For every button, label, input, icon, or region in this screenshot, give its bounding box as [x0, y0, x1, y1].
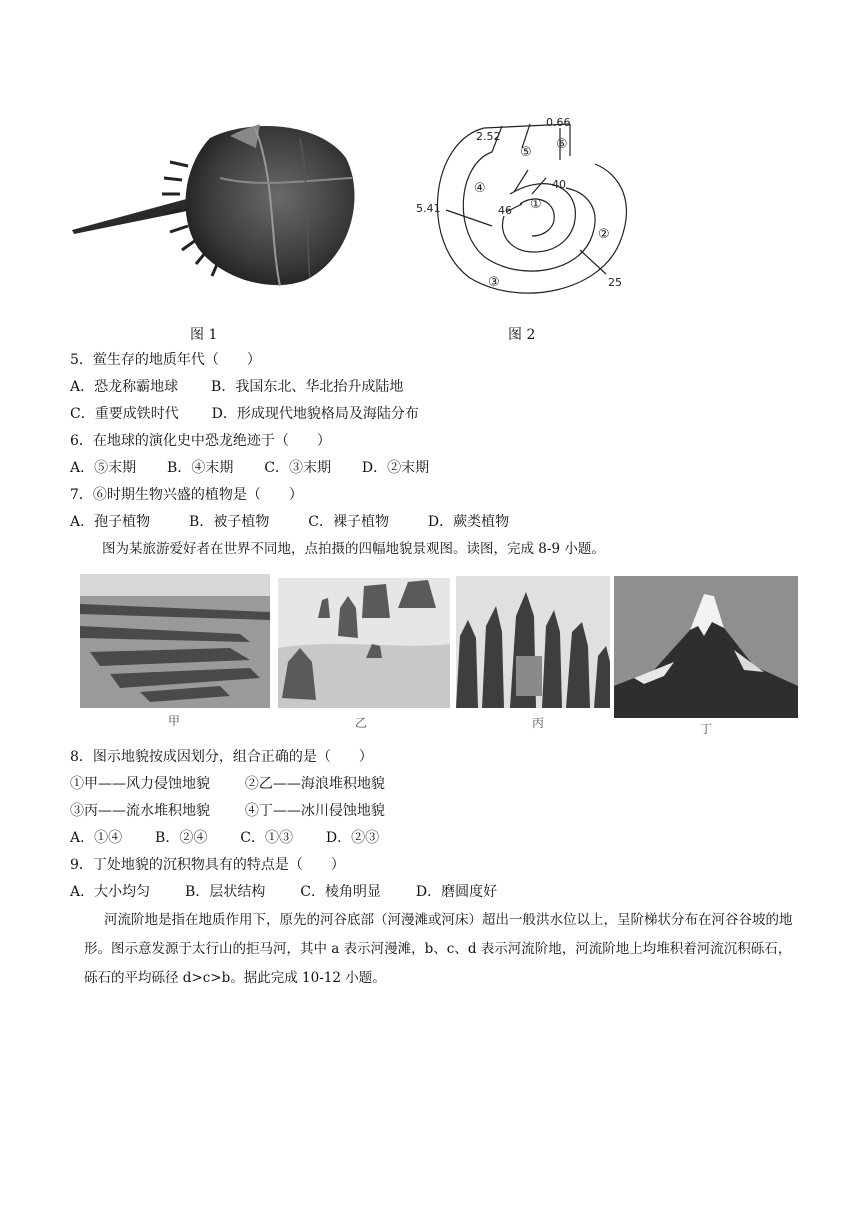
option: B．被子植物 [189, 514, 270, 530]
photo-yi-sea-stacks [278, 578, 450, 708]
figure-1-caption: 图 1 [190, 327, 218, 343]
question-8-items-1 [70, 774, 385, 794]
spiral-number-1: 0.66 [546, 116, 571, 129]
statement: ②乙——海浪堆积地貌 [244, 776, 385, 792]
statement: ①甲——风力侵蚀地貌 [70, 776, 210, 792]
question-5-stem: 5．鲎生存的地质年代（ ） [70, 352, 261, 368]
era-label-4: ④ [474, 181, 486, 196]
question-6-options [70, 458, 429, 478]
era-label-2: ② [598, 227, 610, 242]
option: A．恐龙称霸地球 [70, 379, 179, 395]
era-label-5: ⑤ [520, 145, 532, 160]
option: B．我国东北、华北抬升成陆地 [211, 379, 404, 395]
option: D．蕨类植物 [427, 514, 510, 530]
option: D．②③ [325, 830, 380, 846]
option: A．①④ [70, 830, 123, 846]
option: D．磨圆度好 [415, 884, 498, 900]
era-label-1: ① [530, 197, 542, 212]
photo-jia-yardang [80, 574, 270, 708]
option: C．棱角明显 [300, 884, 381, 900]
option: B．④末期 [167, 460, 234, 476]
option: A．大小均匀 [70, 884, 151, 900]
option: C．裸子植物 [308, 514, 389, 530]
question-5-options [70, 377, 403, 397]
era-label-3: ③ [488, 275, 500, 290]
intro-8-9: 图为某旅游爱好者在世界不同地，点拍摄的四幅地貌景观图。读图，完成 8-9 小题。 [102, 541, 605, 557]
question-9-options [70, 882, 497, 902]
spiral-number-2: 2.52 [476, 130, 501, 143]
spiral-number-5: 46 [498, 204, 512, 217]
figure-2-caption: 图 2 [508, 327, 536, 343]
option: C．①③ [240, 830, 293, 846]
option: B．层状结构 [185, 884, 266, 900]
option: A．⑤末期 [70, 460, 137, 476]
photo-label-jia: 甲 [168, 714, 181, 728]
photo-label-bing: 丙 [532, 716, 545, 730]
spiral-number-6: 25 [608, 276, 622, 289]
option: D．形成现代地貌格局及海陆分布 [211, 406, 419, 422]
option: D．②末期 [361, 460, 430, 476]
photo-label-ding: 丁 [700, 722, 713, 736]
option: C．③末期 [264, 460, 331, 476]
spiral-number-4: 40 [552, 178, 566, 191]
intro-10-12-text: 河流阶地是指在地质作用下，原先的河谷底部（河漫滩或河床）超出一般洪水位以上，呈阶梯状分布在河谷谷坡的地形。图示意发源于太行山的拒马河，其中 a 表示河漫滩，b、c、d 表示河流阶地，河流阶地上均堆积着河流沉积砾石，砾石的平均砾径 d>c>b。据此完成 10-12 小题。 [84, 912, 793, 986]
option: A．孢子植物 [70, 514, 151, 530]
question-8-stem: 8．图示地貌按成因划分，组合正确的是（ ） [70, 749, 373, 765]
photo-bing-karst [456, 576, 610, 708]
question-7-options [70, 512, 509, 532]
question-9-stem: 9．丁处地貌的沉积物具有的特点是（ ） [70, 857, 345, 873]
photo-ding-glacial-horn [614, 576, 798, 718]
photo-label-yi: 乙 [355, 716, 368, 730]
option: C．重要成铁时代 [70, 406, 179, 422]
statement: ④丁——冰川侵蚀地貌 [244, 803, 385, 819]
era-label-6: ⑥ [556, 137, 568, 152]
spiral-number-3: 5.41 [416, 202, 441, 215]
intro-10-12 [84, 906, 796, 993]
question-8-options [70, 828, 379, 848]
horseshoe-crab-image [70, 118, 360, 293]
statement: ③丙——流水堆积地貌 [70, 803, 210, 819]
question-8-items-2 [70, 801, 385, 821]
question-6-stem: 6．在地球的演化史中恐龙绝迹于（ ） [70, 433, 331, 449]
option: B．②④ [155, 830, 208, 846]
question-7-stem: 7．⑥时期生物兴盛的植物是（ ） [70, 487, 303, 503]
question-5-options-2 [70, 404, 419, 424]
geologic-spiral-diagram [410, 112, 640, 298]
